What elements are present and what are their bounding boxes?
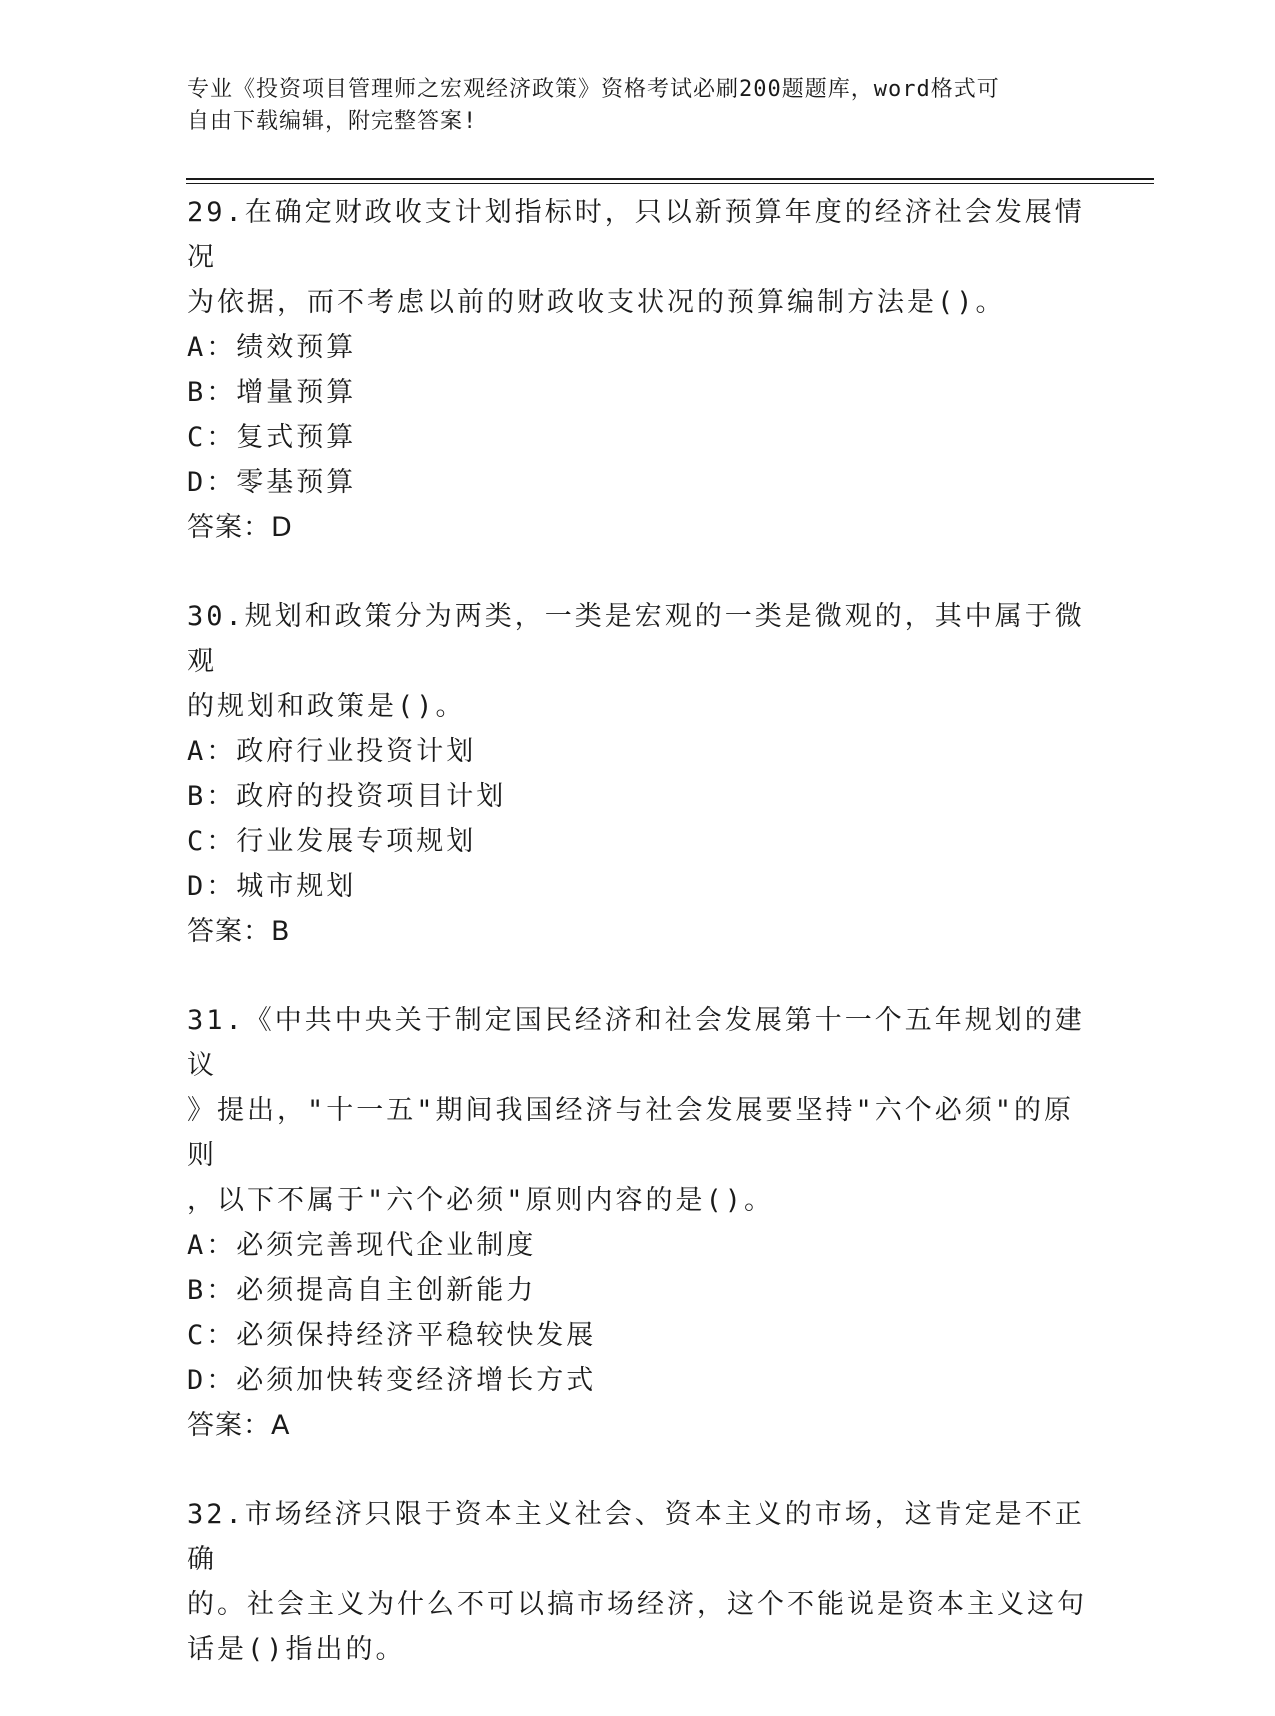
question-text-line: ，以下不属于"六个必须"原则内容的是()。 [187, 1185, 775, 1216]
option-c: C：行业发展专项规划 [187, 826, 477, 857]
answer: 答案：D [187, 512, 293, 543]
question-text-line: 30.规划和政策分为两类，一类是宏观的一类是微观的，其中属于微观 [187, 601, 1085, 677]
question-32 [187, 1492, 1087, 1672]
question-text-line: 》提出，"十一五"期间我国经济与社会发展要坚持"六个必须"的原则 [187, 1095, 1075, 1171]
question-text-line: 的规划和政策是()。 [187, 691, 466, 722]
page-header [187, 74, 1067, 138]
option-c: C：必须保持经济平稳较快发展 [187, 1320, 597, 1351]
question-text-line: 话是()指出的。 [187, 1634, 406, 1665]
question-text-line: 31.《中共中央关于制定国民经济和社会发展第十一个五年规划的建议 [187, 1005, 1085, 1081]
option-a: A：绩效预算 [187, 332, 357, 363]
question-text-line: 29.在确定财政收支计划指标时，只以新预算年度的经济社会发展情况 [187, 197, 1085, 273]
question-31 [187, 998, 1087, 1448]
question-text-line: 的。社会主义为什么不可以搞市场经济，这个不能说是资本主义这句 [187, 1589, 1087, 1620]
header-line-1: 专业《投资项目管理师之宏观经济政策》资格考试必刷200题题库，word格式可 [187, 77, 1000, 102]
option-c: C：复式预算 [187, 422, 357, 453]
header-divider-thin [186, 183, 1154, 184]
option-b: B：政府的投资项目计划 [187, 781, 507, 812]
answer: 答案：A [187, 1410, 291, 1441]
question-text-line: 32.市场经济只限于资本主义社会、资本主义的市场，这肯定是不正确 [187, 1499, 1085, 1575]
question-text-line: 为依据，而不考虑以前的财政收支状况的预算编制方法是()。 [187, 287, 1006, 318]
option-a: A：必须完善现代企业制度 [187, 1230, 537, 1261]
option-a: A：政府行业投资计划 [187, 736, 477, 767]
option-d: D：城市规划 [187, 871, 357, 902]
option-b: B：增量预算 [187, 377, 357, 408]
question-29 [187, 190, 1087, 550]
answer: 答案：B [187, 916, 291, 947]
option-d: D：零基预算 [187, 467, 357, 498]
header-line-2: 自由下载编辑，附完整答案! [187, 109, 478, 134]
header-divider-thick [186, 178, 1154, 180]
option-b: B：必须提高自主创新能力 [187, 1275, 537, 1306]
option-d: D：必须加快转变经济增长方式 [187, 1365, 597, 1396]
question-30 [187, 594, 1087, 954]
question-list [187, 190, 1087, 1716]
